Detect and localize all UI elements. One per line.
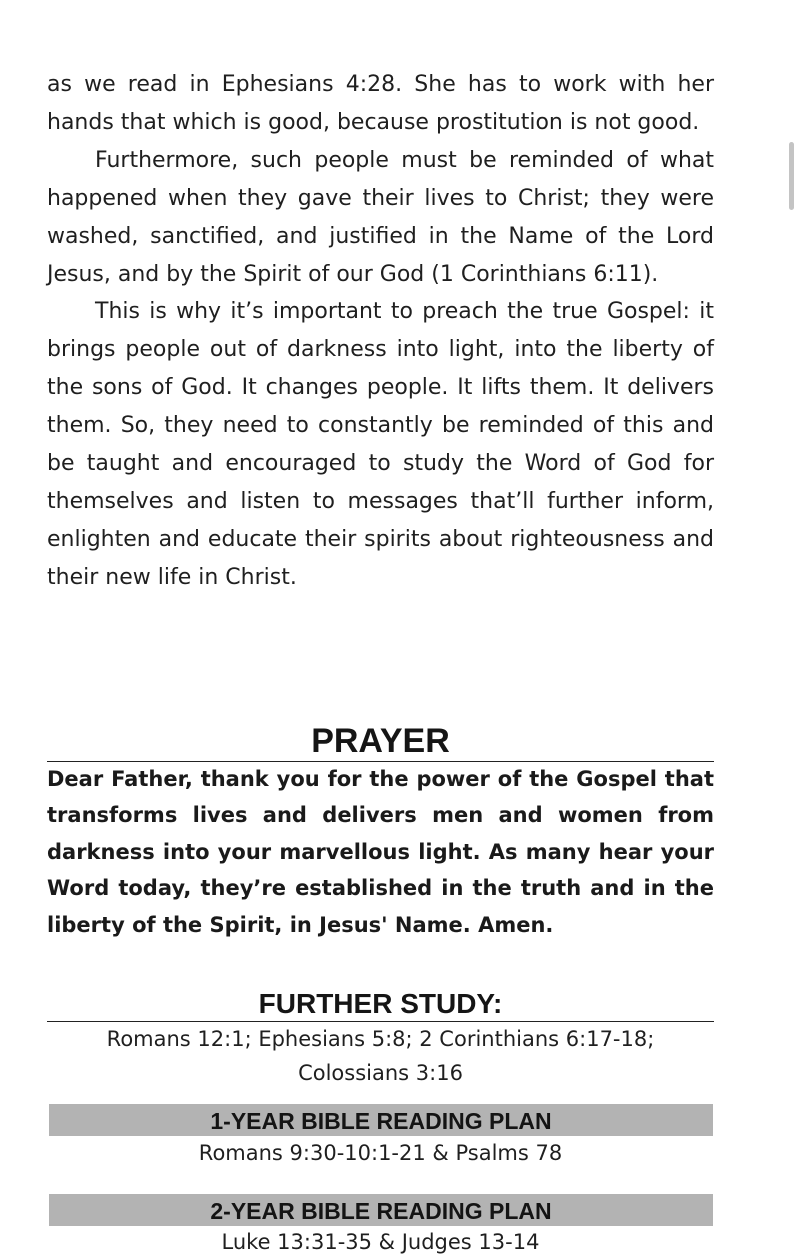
body-paragraph-gospel: This is why it’s important to preach the true Gospel: it brings people out of darkness into light, into the liberty of the sons of God. It changes people. It lifts them. It delivers them. So, they need to constantly be reminded of this and be taught and encouraged to study the Word of God for themselves and listen to messages that’ll further inform, enlighten and educate their spirits about righteousness and their new life in Christ. (47, 299, 714, 590)
further-study-line-1: Romans 12:1; Ephesians 5:8; 2 Corinthians 6:17-18; (106, 1027, 655, 1051)
further-study-heading: FURTHER STUDY: (47, 987, 714, 1022)
prayer-text: Dear Father, thank you for the power of the Gospel that transforms lives and delivers men and women from darkness into your marvellous light. As many hear your Word today, they’re established in the truth and in the liberty of the Spirit, in Jesus' Name. Amen. (47, 767, 714, 937)
body-paragraph-reminder: Furthermore, such people must be reminded of what happened when they gave their lives to Christ; they were washed, sanctified, and justified in the Name of the Lord Jesus, and by the Spirit of our God (1 Corinthians 6:11). (47, 147, 714, 287)
devotional-body (47, 66, 714, 597)
devotional-page (47, 66, 714, 1254)
scrollbar-thumb[interactable] (789, 142, 794, 210)
further-study-references (47, 1022, 714, 1090)
one-year-plan-reading: Romans 9:30-10:1-21 & Psalms 78 (198, 1141, 563, 1165)
prayer-heading: PRAYER (47, 721, 714, 762)
body-paragraph-continuation: as we read in Ephesians 4:28. She has to work with her hands that which is good, because prostitution is not good. (47, 72, 714, 135)
two-year-plan-reading: Luke 13:31-35 & Judges 13-14 (221, 1230, 540, 1254)
further-study-line-2: Colossians 3:16 (298, 1061, 463, 1085)
two-year-plan-heading: 2-YEAR BIBLE READING PLAN (49, 1194, 713, 1226)
one-year-plan-heading: 1-YEAR BIBLE READING PLAN (49, 1104, 713, 1136)
